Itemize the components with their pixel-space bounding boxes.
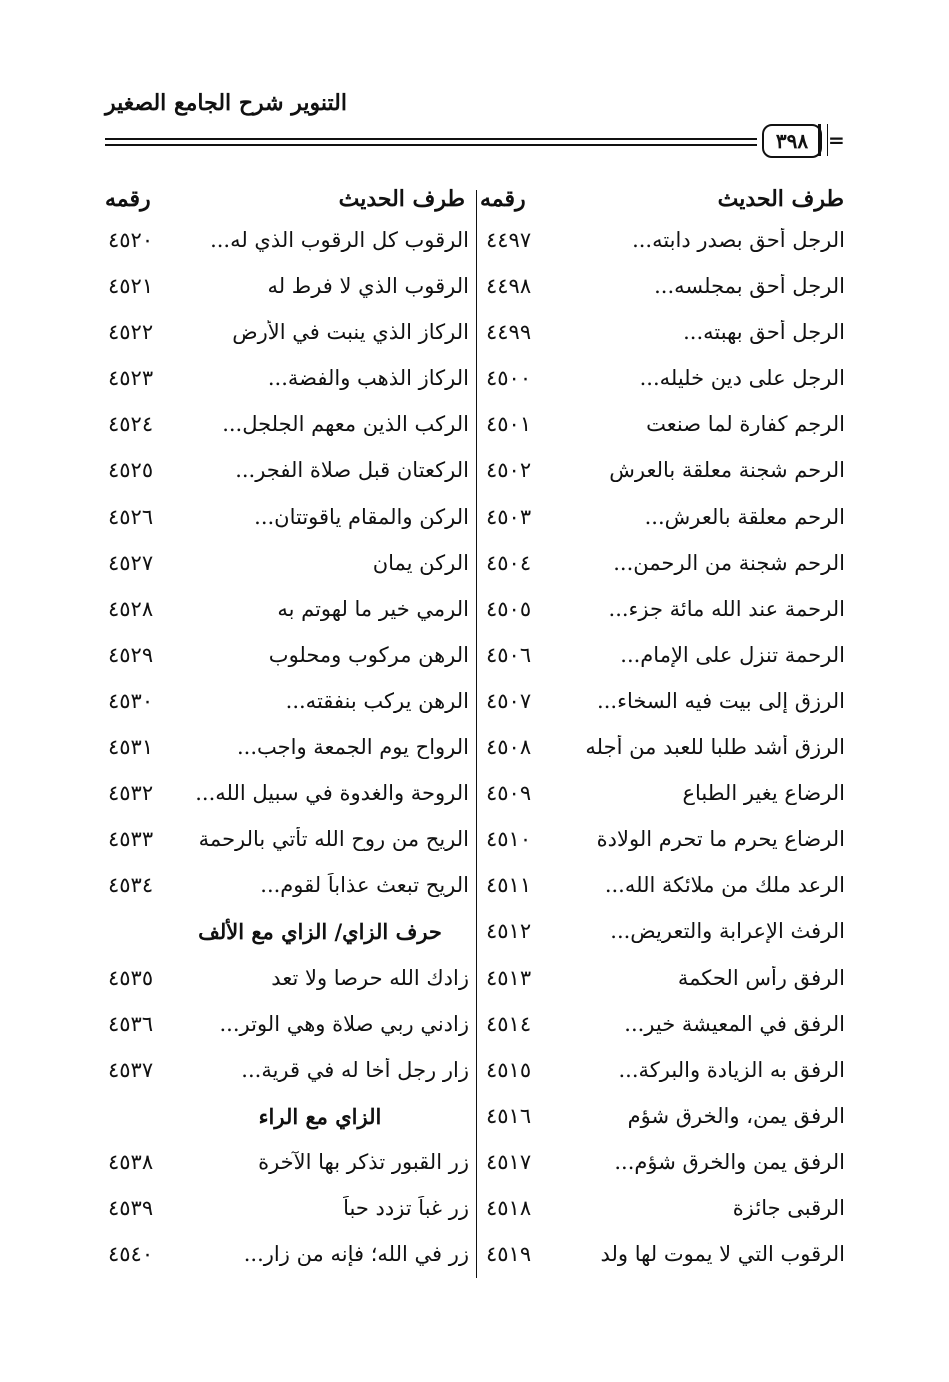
hadith-title: الرضاع يغير الطباع	[682, 781, 845, 806]
table-row	[0, 1236, 949, 1282]
hadith-number: ٤٥٣١	[108, 735, 154, 760]
hadith-title: الرعد ملك من ملائكة الله...	[604, 873, 845, 898]
hadith-number: ٤٥٢٠	[108, 228, 154, 252]
hadith-number: ٤٥٣٠	[108, 688, 154, 713]
hadith-number: ٤٥٠٣	[486, 504, 532, 529]
hadith-title: الركن يمان	[372, 550, 469, 575]
section-heading: الزاي مع الراء	[258, 1103, 382, 1129]
hadith-number: ٤٥١٢	[486, 919, 532, 944]
hadith-title: الركعتان قبل صلاة الفجر...	[235, 458, 469, 483]
table-row	[0, 222, 949, 268]
hadith-number: ٤٥٢٩	[108, 642, 154, 667]
hadith-title: زادك الله حرصا ولا تعد	[271, 965, 469, 990]
hadith-number: ٤٥٤٠	[108, 1242, 154, 1267]
left-number-header: رقمه	[105, 186, 151, 212]
hadith-number: ٤٥٢٤	[108, 412, 154, 437]
hadith-number: ٤٥٣٥	[108, 965, 154, 990]
table-row	[0, 821, 949, 867]
hadith-title: الرزق أشد طلبا للعبد من أجله	[585, 735, 845, 760]
hadith-number: ٤٥١٦	[486, 1103, 532, 1128]
hadith-title: الرحم شجنة معلقة بالعرش	[609, 458, 845, 483]
table-row	[0, 314, 949, 360]
table-row	[0, 913, 949, 959]
table-row	[0, 1006, 949, 1052]
hadith-title: الروحة والغدوة في سبيل الله...	[195, 781, 469, 806]
hadith-title: الرهن يركب بنفقته...	[285, 688, 469, 713]
hadith-number: ٤٤٩٧	[486, 228, 532, 252]
hadith-number: ٤٥١٣	[486, 965, 532, 990]
hadith-title: الرجل أحق بمجلسه...	[654, 274, 845, 299]
hadith-number: ٤٥٣٩	[108, 1195, 154, 1220]
hadith-number: ٤٥٠٥	[486, 596, 532, 621]
hadith-title: الرجل أحق بصدر دابته...	[632, 228, 845, 252]
table-row	[0, 360, 949, 406]
header-rule-bottom	[105, 144, 757, 146]
hadith-number: ٤٥٢١	[108, 274, 154, 299]
hadith-number: ٤٥٣٨	[108, 1149, 154, 1174]
right-title-header: طرف الحديث	[717, 186, 844, 212]
hadith-title: الرحمة تنزل على الإمام...	[620, 642, 845, 667]
hadith-title: زادني ربي صلاة وهي الوتر...	[219, 1011, 469, 1036]
table-row	[0, 1052, 949, 1098]
header-rule-top	[105, 138, 757, 140]
hadith-title: الرضاع يحرم ما تحرم الولادة	[596, 827, 845, 852]
table-row	[0, 545, 949, 591]
hadith-number: ٤٥٠٧	[486, 688, 532, 713]
hadith-number: ٤٥٢٧	[108, 550, 154, 575]
page-marker: =	[828, 128, 845, 152]
hadith-number: ٤٥٠٢	[486, 458, 532, 483]
page-number-ornament	[818, 124, 828, 156]
table-row	[0, 1144, 949, 1190]
hadith-title: الرقوب الذي لا فرط له	[267, 274, 469, 299]
hadith-number: ٤٥٢٣	[108, 366, 154, 391]
hadith-title: الركاز الذي ينبت في الأرض	[232, 320, 469, 345]
hadith-number: ٤٥٢٦	[108, 504, 154, 529]
hadith-title: الرقوب كل الرقوب الذي له...	[210, 228, 469, 252]
hadith-number: ٤٥٠١	[486, 412, 532, 437]
hadith-title: الرفث الإعرابة والتعريض...	[610, 919, 845, 944]
hadith-number: ٤٥٢٥	[108, 458, 154, 483]
table-row	[0, 775, 949, 821]
hadith-number: ٤٥١٨	[486, 1195, 532, 1220]
hadith-title: زار رجل أخا له في قرية...	[241, 1057, 469, 1082]
hadith-number: ٤٥١٠	[486, 827, 532, 852]
table-row	[0, 1190, 949, 1236]
hadith-number: ٤٥٠٤	[486, 550, 532, 575]
hadith-title: الرحم معلقة بالعرش...	[644, 504, 845, 529]
hadith-title: الرفق به الزيادة والبركة...	[618, 1057, 845, 1082]
hadith-title: الرحم شجنة من الرحمن...	[613, 550, 845, 575]
hadith-number: ٤٥١٥	[486, 1057, 532, 1082]
section-heading: حرف الزاي/ الزاي مع الألف	[198, 919, 442, 945]
hadith-title: الرهن مركوب ومحلوب	[268, 642, 469, 667]
hadith-number: ٤٥١٧	[486, 1149, 532, 1174]
hadith-number: ٤٥٣٤	[108, 873, 154, 898]
table-row	[0, 499, 949, 545]
hadith-number: ٤٥٠٦	[486, 642, 532, 667]
right-number-header: رقمه	[480, 186, 526, 212]
hadith-title: الرحمة عند الله مائة جزء...	[608, 596, 845, 621]
table-row	[0, 867, 949, 913]
hadith-title: زر في الله؛ فإنه من زار...	[243, 1242, 469, 1267]
table-row	[0, 683, 949, 729]
page-number: ٣٩٨	[762, 124, 822, 158]
book-title: التنوير شرح الجامع الصغير	[105, 90, 347, 116]
hadith-number: ٤٥٣٧	[108, 1057, 154, 1082]
hadith-title: زر غباً تزدد حباً	[343, 1195, 469, 1220]
hadith-title: الريح تبعث عذاباً لقوم...	[260, 873, 469, 898]
hadith-number: ٤٥٢٢	[108, 320, 154, 345]
hadith-number: ٤٥١٤	[486, 1011, 532, 1036]
hadith-number: ٤٤٩٨	[486, 274, 532, 299]
hadith-title: الرزق إلى بيت فيه السخاء...	[597, 688, 845, 713]
hadith-title: الرفق يمن، والخرق شؤم	[627, 1103, 845, 1128]
hadith-number: ٤٥١٩	[486, 1242, 532, 1267]
hadith-title: الرفق رأس الحكمة	[677, 965, 845, 990]
hadith-title: الرواح يوم الجمعة واجب...	[237, 735, 469, 760]
table-row	[0, 637, 949, 683]
table-row	[0, 591, 949, 637]
table-row	[0, 452, 949, 498]
table-row	[0, 729, 949, 775]
hadith-title: الركاز الذهب والفضة...	[267, 366, 469, 391]
left-title-header: طرف الحديث	[338, 186, 465, 212]
hadith-title: الريح من روح الله تأتي بالرحمة	[198, 827, 469, 852]
table-row	[0, 406, 949, 452]
hadith-title: الرقبى جائزة	[732, 1195, 845, 1220]
hadith-number: ٤٥٢٨	[108, 596, 154, 621]
hadith-number: ٤٥٠٨	[486, 735, 532, 760]
hadith-title: الرجل أحق بهبته...	[683, 320, 845, 345]
hadith-title: زر القبور تذكر بها الآخرة	[258, 1149, 469, 1174]
hadith-number: ٤٥٠٩	[486, 781, 532, 806]
hadith-title: الركب الذين معهم الجلجل...	[222, 412, 469, 437]
hadith-number: ٤٥٣٢	[108, 781, 154, 806]
hadith-title: الركن والمقام ياقوتتان...	[254, 504, 469, 529]
hadith-number: ٤٥٣٦	[108, 1011, 154, 1036]
hadith-number: ٤٤٩٩	[486, 320, 532, 345]
hadith-title: الرفق في المعيشة خير...	[624, 1011, 845, 1036]
table-row	[0, 960, 949, 1006]
hadith-number: ٤٥١١	[486, 873, 532, 898]
hadith-number: ٤٥٠٠	[486, 366, 532, 391]
table-row	[0, 1098, 949, 1144]
hadith-title: الرجم كفارة لما صنعت	[646, 412, 845, 437]
hadith-title: الرقوب التي لا يموت لها ولد	[600, 1242, 845, 1267]
table-row	[0, 268, 949, 314]
hadith-number: ٤٥٣٣	[108, 827, 154, 852]
index-rows	[0, 222, 949, 1282]
hadith-title: الرجل على دين خليله...	[639, 366, 845, 391]
hadith-title: الرفق يمن والخرق شؤم...	[614, 1149, 845, 1174]
hadith-title: الرمي خير ما لهوتم به	[277, 596, 469, 621]
